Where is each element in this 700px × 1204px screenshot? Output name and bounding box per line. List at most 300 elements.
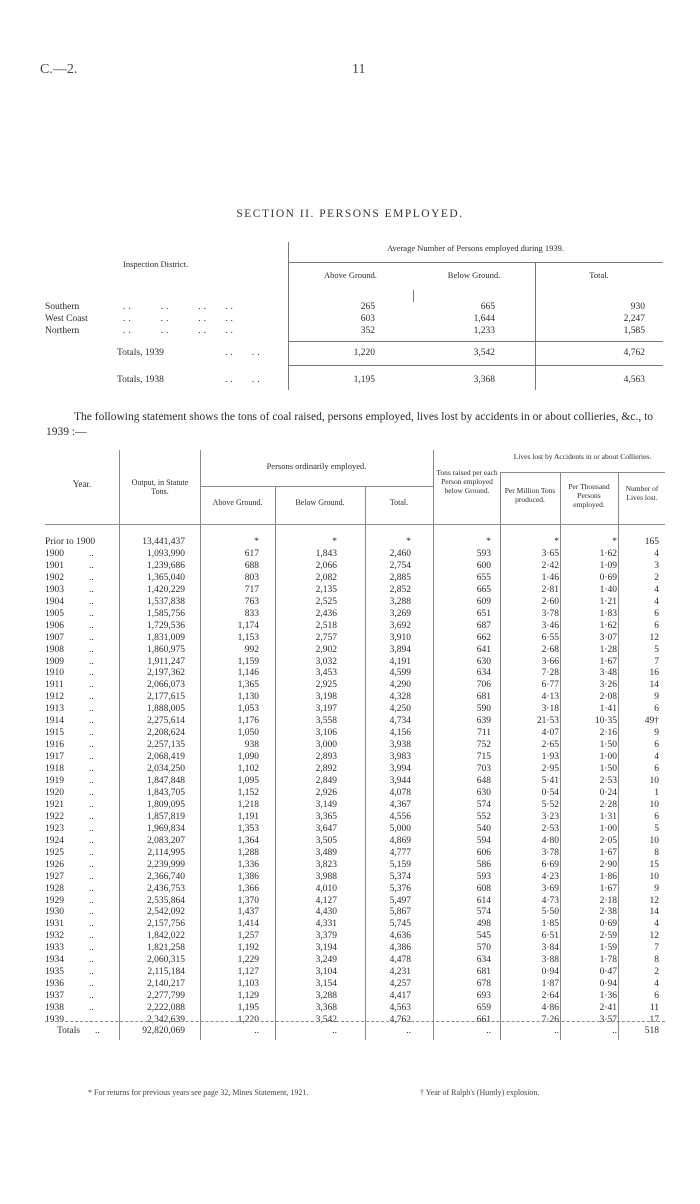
rule	[45, 1021, 665, 1022]
page-code: C.—2.	[40, 62, 78, 77]
per-thousand-value: 3·07	[599, 632, 617, 643]
table-row	[45, 621, 665, 632]
lives-lost-value: 4	[654, 548, 659, 559]
output-value: 1,888,005	[147, 704, 185, 715]
output-value: 2,277,799	[147, 991, 185, 1002]
per-thousand-value: 1·62	[599, 620, 617, 631]
total-value: *	[406, 537, 411, 547]
page-header	[40, 62, 660, 82]
lives-lost-value: 15	[649, 859, 659, 870]
per-million-value: 1·85	[541, 919, 559, 930]
tons-raised-value: 665	[476, 584, 491, 595]
below-ground-value: 3,489	[315, 847, 337, 858]
year-value: 1914	[45, 716, 64, 727]
per-million-value: 0·94	[541, 967, 559, 978]
table-row	[45, 872, 665, 883]
below-ground-header: Below Ground.	[295, 498, 345, 507]
per-thousand-value: 1·31	[599, 811, 617, 822]
tons-raised-value: 715	[476, 752, 491, 763]
output-value: 1,420,229	[147, 584, 185, 595]
year-value: 1917	[45, 752, 64, 763]
table-row	[45, 549, 665, 560]
table-row	[45, 931, 665, 942]
year-value: 1932	[45, 931, 64, 942]
totals-1938-below: 3,368	[473, 375, 495, 385]
below-ground-value: 3,558	[315, 716, 337, 727]
tons-raised-value: 703	[476, 764, 491, 775]
per-million-value: 7·26	[541, 1015, 559, 1025]
divider	[535, 262, 536, 390]
leader-dots: ..	[89, 955, 94, 966]
year-value: 1900	[45, 548, 64, 559]
leader-dots: ..	[89, 584, 94, 595]
leader-dots: ..	[89, 931, 94, 942]
table-row	[45, 573, 665, 584]
lives-lost-value: 6	[654, 991, 659, 1002]
totals-1939-label: Totals, 1939	[117, 348, 164, 358]
year-header: Year.	[72, 479, 92, 489]
above-ground-value: 1,336	[237, 859, 259, 870]
output-value: 2,208,624	[147, 728, 185, 739]
totals-1939-below: 3,542	[473, 348, 495, 358]
tons-raised-value: 593	[476, 871, 491, 882]
output-value: 2,342,639	[147, 1015, 185, 1025]
tons-raised-value: 661	[476, 1015, 491, 1025]
total-value: 3,910	[389, 632, 411, 643]
coal-statistics-table	[45, 450, 665, 1050]
below-ground-value: 3,149	[315, 799, 337, 810]
above-ground-value: 1,370	[237, 895, 259, 906]
table-row	[45, 776, 665, 787]
table-row	[45, 657, 665, 668]
totals-label: Totals	[57, 1026, 81, 1036]
per-million-value: 2·68	[541, 644, 559, 655]
above-ground-value: 833	[244, 608, 259, 619]
lives-lost-value: 16	[649, 668, 659, 679]
total-value: 4,257	[389, 979, 411, 990]
tons-raised-value: 570	[476, 943, 491, 954]
output-value: 1,843,705	[147, 787, 185, 798]
lives-lost-value: 8	[654, 955, 659, 966]
above-ground-value: 1,414	[237, 919, 259, 930]
table-row	[45, 896, 665, 907]
above-ground-value: 617	[244, 548, 259, 559]
divider	[288, 242, 289, 390]
lives-lost-value: 6	[654, 608, 659, 619]
per-thousand-value: 3·48	[599, 668, 617, 679]
leader-dots: ..	[89, 644, 94, 655]
per-thousand-value: 10·35	[594, 716, 617, 727]
per-million-value: 6·51	[541, 931, 559, 942]
table-row	[45, 740, 665, 751]
output-value: 1,860,975	[147, 644, 185, 655]
above-ground-value: 1,437	[237, 907, 259, 918]
leader-dots: ..	[89, 847, 94, 858]
per-million-value: 4·23	[541, 871, 559, 882]
year-value: 1911	[45, 680, 64, 691]
per-million-value: 6·69	[541, 859, 559, 870]
tons-raised-value: 593	[476, 548, 491, 559]
year-value: 1905	[45, 608, 64, 619]
lives-lost-value: 9	[654, 728, 659, 739]
above-ground-value: 1,174	[237, 620, 259, 631]
per-thousand-value: 1·40	[599, 584, 617, 595]
below-ground-value: 2,525	[315, 596, 337, 607]
per-million-value: 4·07	[541, 728, 559, 739]
rule	[500, 472, 665, 473]
tons-raised-value: 540	[476, 823, 491, 834]
rule	[200, 486, 433, 487]
above-value: 265	[360, 302, 375, 312]
above-ground-value: 803	[244, 572, 259, 583]
above-ground-value: 1,288	[237, 847, 259, 858]
page-number: 11	[352, 62, 366, 77]
above-ground-value: 1,366	[237, 883, 259, 894]
total-value: 4,367	[389, 799, 411, 810]
above-ground-value: 1,053	[237, 704, 259, 715]
lives-lost-value: 6	[654, 740, 659, 751]
per-million-value: 2·64	[541, 991, 559, 1002]
table-row	[45, 597, 665, 608]
year-value: 1904	[45, 596, 64, 607]
leader-dots: ..	[89, 811, 94, 822]
leader-dots: ..	[89, 620, 94, 631]
leader-dots: .. .. .. ..	[123, 326, 236, 336]
output-value: 2,535,864	[147, 895, 185, 906]
year-value: 1933	[45, 943, 64, 954]
total-value: 3,894	[389, 644, 411, 655]
above-ground-value: 938	[244, 740, 259, 751]
leader-dots: ..	[95, 1026, 100, 1036]
below-ground-value: 3,368	[315, 1003, 337, 1014]
section-title: SECTION II. PERSONS EMPLOYED.	[236, 208, 464, 220]
below-ground-value: 3,197	[315, 704, 337, 715]
table-row	[45, 668, 665, 679]
lives-lost-value: 4	[654, 979, 659, 990]
output-value: 1,969,834	[147, 823, 185, 834]
table-row	[45, 860, 665, 871]
year-value: 1928	[45, 883, 64, 894]
output-value: 2,114,995	[147, 847, 185, 858]
table-row	[45, 836, 665, 847]
year-value: 1929	[45, 895, 64, 906]
total-value: 4,762	[389, 1015, 411, 1025]
leader-dots: ..	[89, 752, 94, 763]
output-value: 2,257,135	[147, 740, 185, 751]
totals-per-thousand: ..	[612, 1026, 617, 1036]
year-value: 1907	[45, 632, 64, 643]
tons-raised-value: 752	[476, 740, 491, 751]
total-value: 5,159	[389, 859, 411, 870]
total-value: 4,386	[389, 943, 411, 954]
output-value: 2,083,207	[147, 835, 185, 846]
lives-lost-value: 7	[654, 656, 659, 667]
total-value: 4,556	[389, 811, 411, 822]
per-thousand-value: 2·38	[599, 907, 617, 918]
tons-raised-header: Tons raised per each Person employed below Ground.	[436, 468, 498, 495]
per-million-value: 2·42	[541, 560, 559, 571]
above-ground-value: 1,127	[237, 967, 259, 978]
lives-lost-value: 17	[649, 1015, 659, 1025]
per-million-value: 1·93	[541, 752, 559, 763]
total-header: Total.	[589, 270, 609, 280]
per-thousand-value: 1·67	[599, 847, 617, 858]
tons-raised-value: 711	[477, 728, 491, 739]
per-thousand-value: 2·16	[599, 728, 617, 739]
per-million-header: Per Million Tons produced.	[504, 486, 556, 504]
lives-lost-value: 1	[654, 787, 659, 798]
output-value: 1,729,536	[147, 620, 185, 631]
totals-row	[45, 1026, 665, 1037]
table-row	[45, 680, 665, 691]
per-million-value: 1·87	[541, 979, 559, 990]
table-row	[45, 537, 665, 548]
output-value: 2,066,073	[147, 680, 185, 691]
table-row	[45, 967, 665, 978]
tons-raised-value: 630	[476, 656, 491, 667]
tons-raised-value: 594	[476, 835, 491, 846]
per-million-value: 5·52	[541, 799, 559, 810]
below-ground-value: 3,104	[315, 967, 337, 978]
per-million-value: 5·41	[541, 776, 559, 786]
per-thousand-value: 1·21	[599, 596, 617, 607]
total-value: 4,250	[389, 704, 411, 715]
tons-raised-value: 634	[476, 668, 491, 679]
output-value: 13,441,437	[142, 537, 185, 547]
table-row	[45, 633, 665, 644]
per-million-value: 3·18	[541, 704, 559, 715]
lives-lost-value: 10	[649, 871, 659, 882]
per-million-value: 3·23	[541, 811, 559, 822]
per-thousand-value: 3·57	[599, 1015, 617, 1025]
table-row	[45, 561, 665, 572]
below-ground-value: 3,198	[315, 692, 337, 703]
year-value: 1901	[45, 560, 64, 571]
below-ground-value: 4,127	[315, 895, 337, 906]
per-thousand-value: 1·00	[599, 752, 617, 763]
above-ground-value: *	[254, 537, 259, 547]
per-thousand-value: 0·94	[599, 979, 617, 990]
persons-employed-table	[45, 240, 665, 390]
below-ground-value: 3,032	[315, 656, 337, 667]
output-value: 2,222,088	[147, 1003, 185, 1014]
tons-raised-value: 630	[476, 787, 491, 798]
table-row	[45, 645, 665, 656]
per-thousand-value: 1·59	[599, 943, 617, 954]
year-value: 1923	[45, 823, 64, 834]
lives-lost-value: 4	[654, 584, 659, 595]
tons-raised-value: 552	[476, 811, 491, 822]
year-value: 1925	[45, 847, 64, 858]
totals-1939-total: 4,762	[623, 348, 645, 358]
total-value: 4,636	[389, 931, 411, 942]
totals-lives: 518	[644, 1026, 659, 1036]
tons-raised-value: *	[486, 537, 491, 547]
table-row	[45, 788, 665, 799]
leader-dots: ..	[89, 907, 94, 918]
footnote-dagger: † Year of Ralph's (Huntly) explosion.	[420, 1088, 540, 1097]
leader-dots: ..	[89, 548, 94, 559]
per-thousand-value: 2·28	[599, 799, 617, 810]
leader-dots: ..	[89, 919, 94, 930]
tons-raised-value: 634	[476, 955, 491, 966]
per-million-value: 3·69	[541, 883, 559, 894]
output-value: 2,115,184	[147, 967, 185, 978]
below-ground-value: 2,902	[315, 644, 337, 655]
year-value: 1936	[45, 979, 64, 990]
per-thousand-value: 1·83	[599, 608, 617, 619]
year-value: 1906	[45, 620, 64, 631]
year-value: 1920	[45, 787, 64, 798]
per-thousand-value: *	[612, 537, 617, 547]
per-thousand-value: 1·67	[599, 883, 617, 894]
totals-total: ..	[406, 1026, 411, 1036]
table-row	[45, 585, 665, 596]
divider	[413, 290, 414, 302]
lives-lost-value: 14	[649, 680, 659, 691]
table-row	[45, 716, 665, 727]
below-ground-value: 3,453	[315, 668, 337, 679]
output-value: 2,197,362	[147, 668, 185, 679]
table-row	[45, 955, 665, 966]
above-ground-value: 1,191	[237, 811, 259, 822]
tons-raised-value: 600	[476, 560, 491, 571]
total-value: 4,078	[389, 787, 411, 798]
below-ground-value: 3,542	[315, 1015, 337, 1025]
output-value: 1,842,022	[147, 931, 185, 942]
per-million-value: 1·46	[541, 572, 559, 583]
below-ground-value: 2,926	[315, 787, 337, 798]
below-ground-value: 2,518	[315, 620, 337, 631]
tons-raised-value: 608	[476, 883, 491, 894]
tons-raised-value: 590	[476, 704, 491, 715]
above-ground-value: 1,153	[237, 632, 259, 643]
leader-dots: ..	[89, 692, 94, 703]
per-million-value: 0·54	[541, 787, 559, 798]
year-value: 1916	[45, 740, 64, 751]
total-value: 1,585	[623, 326, 645, 336]
output-value: 1,911,247	[147, 656, 185, 667]
total-value: 4,777	[389, 847, 411, 858]
leader-dots: ..	[89, 728, 94, 739]
totals-1938-above: 1,195	[353, 375, 375, 385]
table-row	[45, 824, 665, 835]
per-million-value: 2·81	[541, 584, 559, 595]
lives-lost-value: 12	[649, 632, 659, 643]
below-header: Below Ground.	[447, 270, 501, 280]
lives-lost-value: 3	[654, 560, 659, 571]
output-value: 1,365,040	[147, 572, 185, 583]
below-ground-value: 2,757	[315, 632, 337, 643]
total-value: 2,852	[389, 584, 411, 595]
leader-dots: ..	[89, 895, 94, 906]
rule	[288, 341, 663, 342]
totals-above: ..	[254, 1026, 259, 1036]
leader-dots: ..	[89, 764, 94, 775]
year-value: 1902	[45, 572, 64, 583]
per-thousand-value: 1·00	[599, 823, 617, 834]
above-ground-value: 1,102	[237, 764, 259, 775]
average-header: Average Number of Persons employed during 1939.	[386, 243, 565, 253]
above-ground-value: 1,229	[237, 955, 259, 966]
district-name: Northern	[45, 326, 80, 336]
total-value: 930	[630, 302, 645, 312]
lives-lost-value: 6	[654, 620, 659, 631]
rule	[288, 262, 663, 263]
lives-lost-value: 4	[654, 919, 659, 930]
below-ground-value: 2,892	[315, 764, 337, 775]
above-value: 352	[360, 326, 375, 336]
leader-dots: ..	[89, 740, 94, 751]
above-ground-value: 1,353	[237, 823, 259, 834]
per-thousand-value: 2·90	[599, 859, 617, 870]
totals-1938-label: Totals, 1938	[117, 375, 164, 385]
table-row	[45, 764, 665, 775]
output-value: 2,275,614	[147, 716, 185, 727]
above-ground-value: 1,257	[237, 931, 259, 942]
above-header: Above Ground.	[324, 270, 377, 280]
below-ground-value: 3,647	[315, 823, 337, 834]
year-value: 1909	[45, 656, 64, 667]
tons-raised-value: 641	[476, 644, 491, 655]
above-ground-value: 1,195	[237, 1003, 259, 1014]
leader-dots: ..	[89, 1015, 94, 1025]
leader-dots: .. .. .. ..	[123, 314, 236, 324]
per-thousand-value: 2·41	[599, 1003, 617, 1014]
per-thousand-value: 1·50	[599, 740, 617, 751]
below-ground-value: 2,893	[315, 752, 337, 763]
intro-paragraph: The following statement shows the tons of coal raised, persons employed, lives lost by accidents in or about collieries, &c., to 1939 :—	[46, 411, 654, 438]
table-row	[45, 979, 665, 990]
total-value: 3,288	[389, 596, 411, 607]
lives-lost-value: 5	[654, 644, 659, 655]
per-million-value: 3·78	[541, 847, 559, 858]
output-value: 2,034,250	[147, 764, 185, 775]
below-value: 1,644	[473, 314, 495, 324]
year-value: 1913	[45, 704, 64, 715]
table-row	[45, 728, 665, 739]
below-ground-value: 3,505	[315, 835, 337, 846]
per-thousand-value: 0·69	[599, 919, 617, 930]
tons-raised-value: 655	[476, 572, 491, 583]
output-value: 2,436,753	[147, 883, 185, 894]
tons-raised-value: 574	[476, 799, 491, 810]
leader-dots: ..	[89, 572, 94, 583]
total-value: 4,599	[389, 668, 411, 679]
year-value: 1903	[45, 584, 64, 595]
total-value: 3,269	[389, 608, 411, 619]
below-ground-value: 4,331	[315, 919, 337, 930]
total-value: 5,000	[389, 823, 411, 834]
output-value: 2,157,756	[147, 919, 185, 930]
total-value: 5,497	[389, 895, 411, 906]
per-thousand-value: 3·26	[599, 680, 617, 691]
total-value: 2,460	[389, 548, 411, 559]
output-value: 1,537,838	[147, 596, 185, 607]
above-ground-value: 688	[244, 560, 259, 571]
tons-raised-value: 586	[476, 859, 491, 870]
below-ground-value: 2,082	[315, 572, 337, 583]
below-ground-value: 4,010	[315, 883, 337, 894]
leader-dots: ..	[89, 859, 94, 870]
per-million-value: 4·80	[541, 835, 559, 846]
per-thousand-value: 2·53	[599, 776, 617, 786]
above-ground-value: 1,152	[237, 787, 259, 798]
tons-raised-value: 639	[476, 716, 491, 727]
leader-dots: ..	[89, 883, 94, 894]
leader-dots: ..	[89, 776, 94, 786]
above-ground-value: 1,220	[237, 1015, 259, 1025]
